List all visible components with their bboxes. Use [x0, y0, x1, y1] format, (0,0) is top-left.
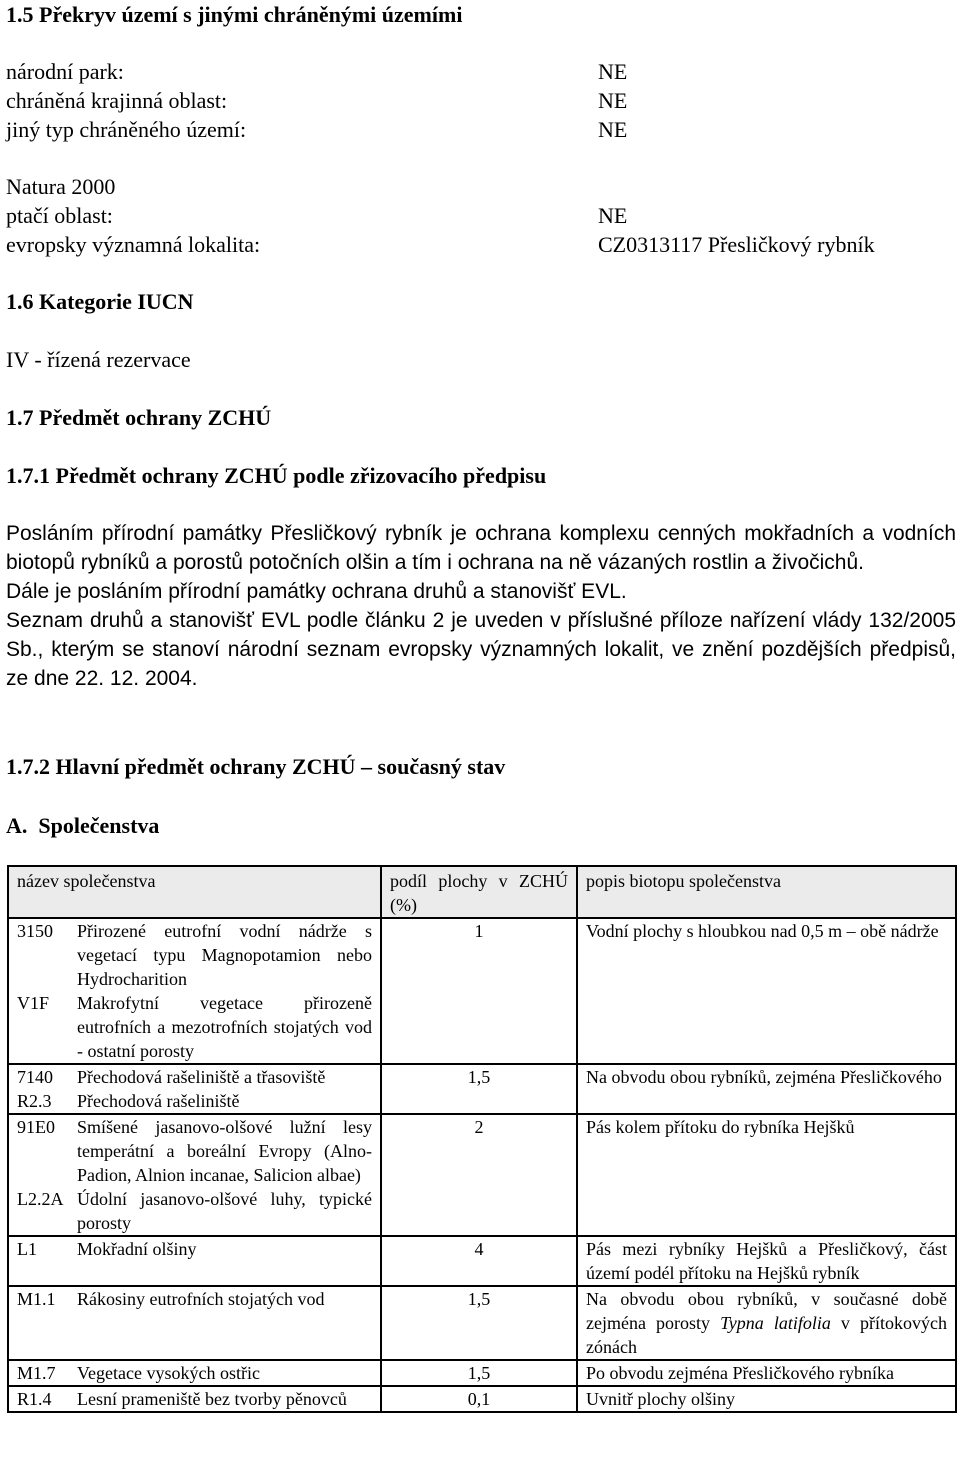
habitat-name: Vegetace vysokých ostřic	[77, 1363, 260, 1383]
habitat-entry	[17, 1089, 372, 1113]
value-other-protected: NE	[598, 117, 628, 142]
habitat-name: Údolní jasanovo-olšové luhy, typické porosty	[77, 1189, 372, 1233]
section-1-7-1-text	[6, 519, 956, 693]
habitat-entry	[17, 1237, 372, 1261]
description-cell: Po obvodu zejména Přesličkového rybníka	[577, 1360, 956, 1386]
value-bird-area: NE	[598, 203, 628, 228]
iucn-category-value: IV - řízená rezervace	[6, 347, 191, 372]
habitat-name: Rákosiny eutrofních stojatých vod	[77, 1289, 325, 1309]
table-row	[8, 1286, 956, 1360]
table-row	[8, 1386, 956, 1412]
habitat-entry	[17, 991, 372, 1063]
habitat-name: Lesní prameniště bez tvorby pěnovců	[77, 1389, 347, 1409]
table-row	[8, 1114, 956, 1236]
row-name-cell	[8, 1114, 381, 1236]
share-cell: 1,5	[381, 1286, 577, 1360]
section-a-letter: A.	[6, 813, 28, 838]
label-other-protected: jiný typ chráněného území:	[6, 117, 247, 142]
description-text: Na obvodu obou rybníků, v současné době zejména porosty	[586, 1289, 947, 1333]
description-cell	[577, 1286, 956, 1360]
table-header-row	[8, 866, 956, 918]
table-row	[8, 1236, 956, 1286]
row-name-cell	[8, 1360, 381, 1386]
share-cell: 1	[381, 918, 577, 1064]
habitat-name: Mokřadní olšiny	[77, 1239, 197, 1259]
habitat-name: Přirozené eutrofní vodní nádrže s vegetací typu Magnopotamion nebo Hydrocharition	[77, 921, 372, 989]
label-protected-landscape: chráněná krajinná oblast:	[6, 88, 228, 113]
section-1-6-title: 1.6 Kategorie IUCN	[6, 289, 194, 314]
habitat-code: M1.1	[17, 1289, 56, 1309]
row-name-cell	[8, 1286, 381, 1360]
habitat-code: V1F	[17, 993, 50, 1013]
table-row	[8, 1064, 956, 1114]
paragraph-evl: Dále je posláním přírodní památky ochrana druhů a stanovišť EVL.	[6, 580, 627, 603]
habitat-code: L1	[17, 1239, 37, 1259]
section-1-7-1-title: 1.7.1 Předmět ochrany ZCHÚ podle zřizovacího předpisu	[6, 463, 547, 488]
row-name-cell	[8, 1064, 381, 1114]
row-name-cell	[8, 918, 381, 1064]
habitat-code: R1.4	[17, 1389, 52, 1409]
row-name-cell	[8, 1236, 381, 1286]
header-description: popis biotopu společenstva	[577, 866, 956, 918]
regulation-details: , kterým se stanoví národní seznam evropsky významných lokalit, ve znění pozdějších předpisů, ze dne 22. 12. 2004.	[6, 638, 956, 690]
description-cell: Pás mezi rybníky Hejšků a Přesličkový, část území podél přítoku na Hejšků rybník	[577, 1236, 956, 1286]
label-national-park: národní park:	[6, 59, 124, 84]
paragraph-mission: Posláním přírodní památky Přesličkový rybník je ochrana komplexu cenných mokřadních a vodních biotopů rybníků a porostů potočních olšin a tím i ochrana na ně vázaných rostlin a živočichů.	[6, 522, 956, 574]
label-evl: evropsky významná lokalita:	[6, 232, 261, 257]
habitat-entry	[17, 1361, 372, 1385]
habitat-code: M1.7	[17, 1363, 56, 1383]
habitat-entry	[17, 1115, 372, 1187]
habitat-code: 91E0	[17, 1117, 55, 1137]
share-cell: 2	[381, 1114, 577, 1236]
header-name: název společenstva	[8, 866, 381, 918]
habitat-name: Přechodová rašeliniště	[77, 1091, 240, 1111]
habitat-entry	[17, 1065, 372, 1089]
value-protected-landscape: NE	[598, 88, 628, 113]
communities-table	[7, 865, 957, 1413]
habitat-entry	[17, 1387, 372, 1411]
share-cell: 0,1	[381, 1386, 577, 1412]
share-cell: 1,5	[381, 1360, 577, 1386]
description-cell: Na obvodu obou rybníků, zejména Přesličkového	[577, 1064, 956, 1114]
section-1-5-title: 1.5 Překryv území s jinými chráněnými územími	[6, 2, 463, 27]
label-natura-2000: Natura 2000	[6, 174, 116, 199]
description-cell: Uvnitř plochy olšiny	[577, 1386, 956, 1412]
header-share: podíl plochy v ZCHÚ (%)	[381, 866, 577, 918]
share-cell: 1,5	[381, 1064, 577, 1114]
regulation-ref: Seznam druhů a stanovišť EVL podle článku 2 je uveden v příslušné příloze nařízení vlády 132/2005 Sb.	[6, 609, 956, 661]
habitat-code: 3150	[17, 921, 53, 941]
section-1-7-2-title: 1.7.2 Hlavní předmět ochrany ZCHÚ – současný stav	[6, 754, 506, 779]
habitat-entry	[17, 1187, 372, 1235]
value-national-park: NE	[598, 59, 628, 84]
paragraph-list	[6, 606, 956, 693]
habitat-name: Makrofytní vegetace přirozeně eutrofních a mezotrofních stojatých vod - ostatní porosty	[77, 993, 372, 1061]
table-row	[8, 918, 956, 1064]
label-bird-area: ptačí oblast:	[6, 203, 113, 228]
habitat-name: Přechodová rašeliniště a třasoviště	[77, 1067, 326, 1087]
description-cell: Vodní plochy s hloubkou nad 0,5 m – obě nádrže	[577, 918, 956, 1064]
habitat-entry	[17, 1287, 372, 1311]
table-row	[8, 1360, 956, 1386]
habitat-code: L2.2A	[17, 1189, 64, 1209]
description-text: v přítokových zónách	[586, 1313, 947, 1357]
habitat-name: Smíšené jasanovo-olšové lužní lesy temperátní a boreální Evropy (Alno-Padion, Alnion incanae, Salicion albae)	[77, 1117, 372, 1185]
species-name: Typna latifolia	[720, 1313, 831, 1333]
habitat-code: 7140	[17, 1067, 53, 1087]
section-a-name: Společenstva	[38, 813, 160, 838]
section-a-title	[6, 811, 159, 840]
share-cell: 4	[381, 1236, 577, 1286]
value-evl: CZ0313117 Přesličkový rybník	[598, 232, 875, 257]
section-1-7-title: 1.7 Předmět ochrany ZCHÚ	[6, 405, 272, 430]
row-name-cell	[8, 1386, 381, 1412]
habitat-entry	[17, 919, 372, 991]
description-cell: Pás kolem přítoku do rybníka Hejšků	[577, 1114, 956, 1236]
habitat-code: R2.3	[17, 1091, 52, 1111]
